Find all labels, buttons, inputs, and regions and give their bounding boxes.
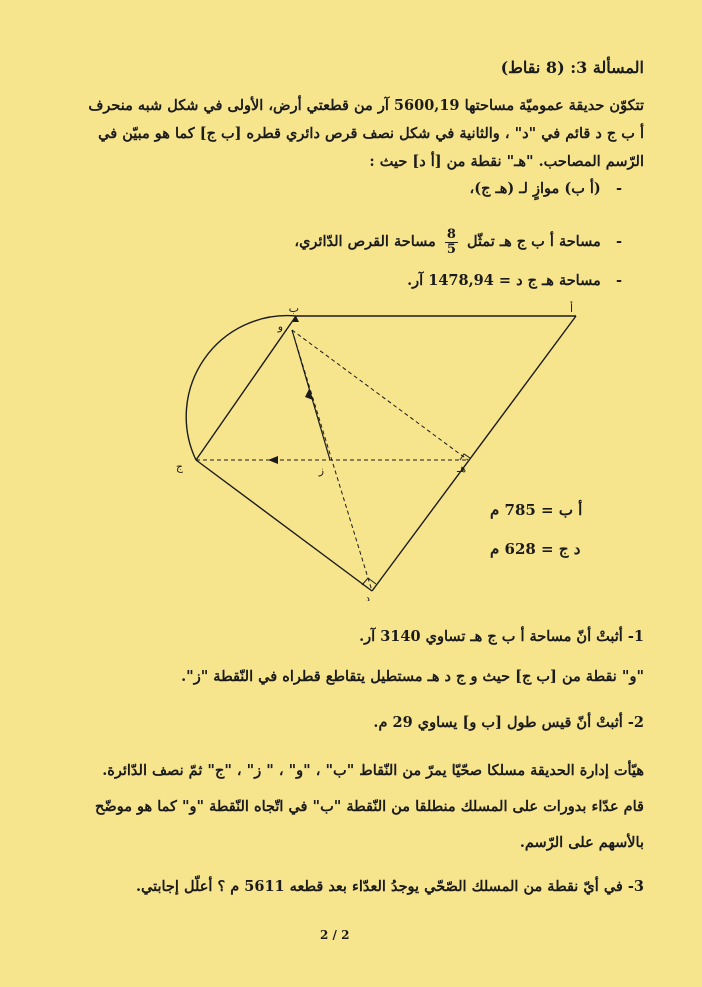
arrow-wz-icon [305,389,313,400]
segment-bj [196,316,296,460]
label-w: و [277,320,283,333]
label-a: أ [569,302,573,315]
problem-title: المسألة 3: (8 نقاط) [500,58,644,77]
fraction-numerator: 8 [446,226,456,242]
diagonal-wh [292,330,468,460]
label-h: هـ [456,462,466,475]
given-ab: أ ب = 785 م [490,501,583,519]
question-1: 1- أثبتْ أنّ مساحة أ ب ج هـ تساوي 3140 آر. [359,628,644,645]
semicircle [186,316,296,460]
note-2-line-3: بالأسهم على الرّسم. [519,834,644,851]
label-j: ج [175,460,183,473]
condition-3 [40,270,622,292]
condition-dash: - [615,233,622,250]
label-z: ز [318,464,324,477]
intro-line-2: أ ب ج د قائم في "د" ، والثانية في شكل نصف قرص دائري قطره [ب ج] كما هو مبيّن في [98,125,644,142]
condition-dash: - [615,272,622,289]
right-angle-d-icon [362,578,376,585]
label-d: د [365,592,370,601]
condition-1 [40,178,622,200]
condition-3-text: مساحة هـ ج د = 1478,94 آر. [407,272,601,289]
intro-line-1: تتكوّن حديقة عموميّة مساحتها 5600,19 آر من قطعتي أرض، الأولى في شكل شبه منحرف [88,97,644,114]
arrow-bw-icon [292,316,299,322]
segment-jd [196,460,372,591]
fraction-denominator: 5 [446,241,456,257]
intro-line-3: الرّسم المصاحب. "هـ" نقطة من [أ د] حيث : [369,153,644,170]
fraction [445,228,458,257]
page-number: 2 / 2 [320,928,350,942]
note-2-line-2: قام عدّاء بدورات على المسلك منطلقا من النّقطة "ب" في اتّجاه النّقطة "و" كما هو موضّح [95,798,644,815]
condition-2-after: مساحة القرص الدّائري، [294,233,436,250]
question-2: 2- أثبتْ أنّ قيس طول [ب و] يساوي 29 م. [373,714,644,731]
question-3: 3- في أيّ نقطة من المسلك الصّحّي يوجدُ العدّاء بعد قطعه 5611 م ؟ أعلّل إجابتي. [135,878,644,895]
label-b: ب [288,302,299,315]
arrow-zj-icon [268,456,278,464]
condition-1-text: (أ ب) موازٍ لـ (هـ ج)، [469,180,601,197]
note-1: "و" نقطة من [ب ج] حيث و ج د هـ مستطيل يتقاطع قطراه في النّقطة "ز". [181,668,644,685]
condition-2-before: مساحة أ ب ج هـ تمثّل [467,233,601,250]
note-2-line-1: هيّأت إدارة الحديقة مسلكا صحّيّا يمرّ من النّقاط "ب" ، "و" ، " ز" ، "ج" ثمّ نصف الدّائرة. [102,762,644,779]
given-dj: د ج = 628 م [490,540,581,558]
condition-dash: - [615,180,622,197]
condition-2 [40,224,622,260]
